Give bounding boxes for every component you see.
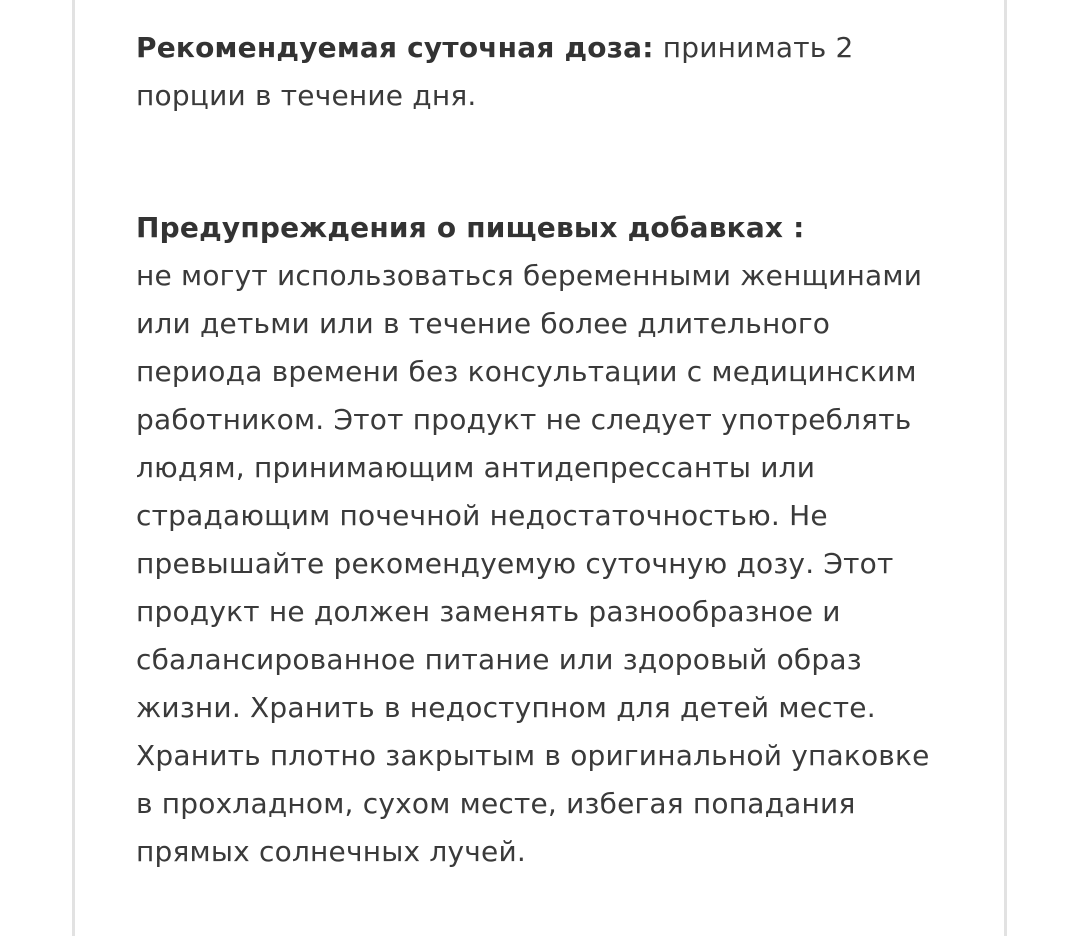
card-right-border (1004, 0, 1007, 936)
warnings-label: Предупреждения о пищевых добавках : (136, 211, 805, 244)
warnings-text: не могут использоваться беременными женщинами или детьми или в течение более длительного периода времени без консультации с медицинским работником. Этот продукт не следует употреблять людям, принимающим антидепрессанты или страдающим почечной недостаточностью. Не превышайте рекомендуемую суточную дозу. Этот продукт не должен заменять разнообразное и сбалансированное питание или здоровый образ жизни. Хранить в недоступном для детей месте. Хранить плотно закрытым в оригинальной упаковке в прохладном, сухом месте, избегая попадания прямых солнечных лучей. (136, 259, 930, 868)
product-description (136, 24, 946, 876)
card-left-border (72, 0, 75, 936)
daily-dose-paragraph (136, 24, 946, 120)
warnings-heading (136, 204, 946, 252)
daily-dose-text: принимать 2 порции в течение дня. (136, 31, 854, 112)
daily-dose-label: Рекомендуемая суточная доза: (136, 31, 654, 64)
